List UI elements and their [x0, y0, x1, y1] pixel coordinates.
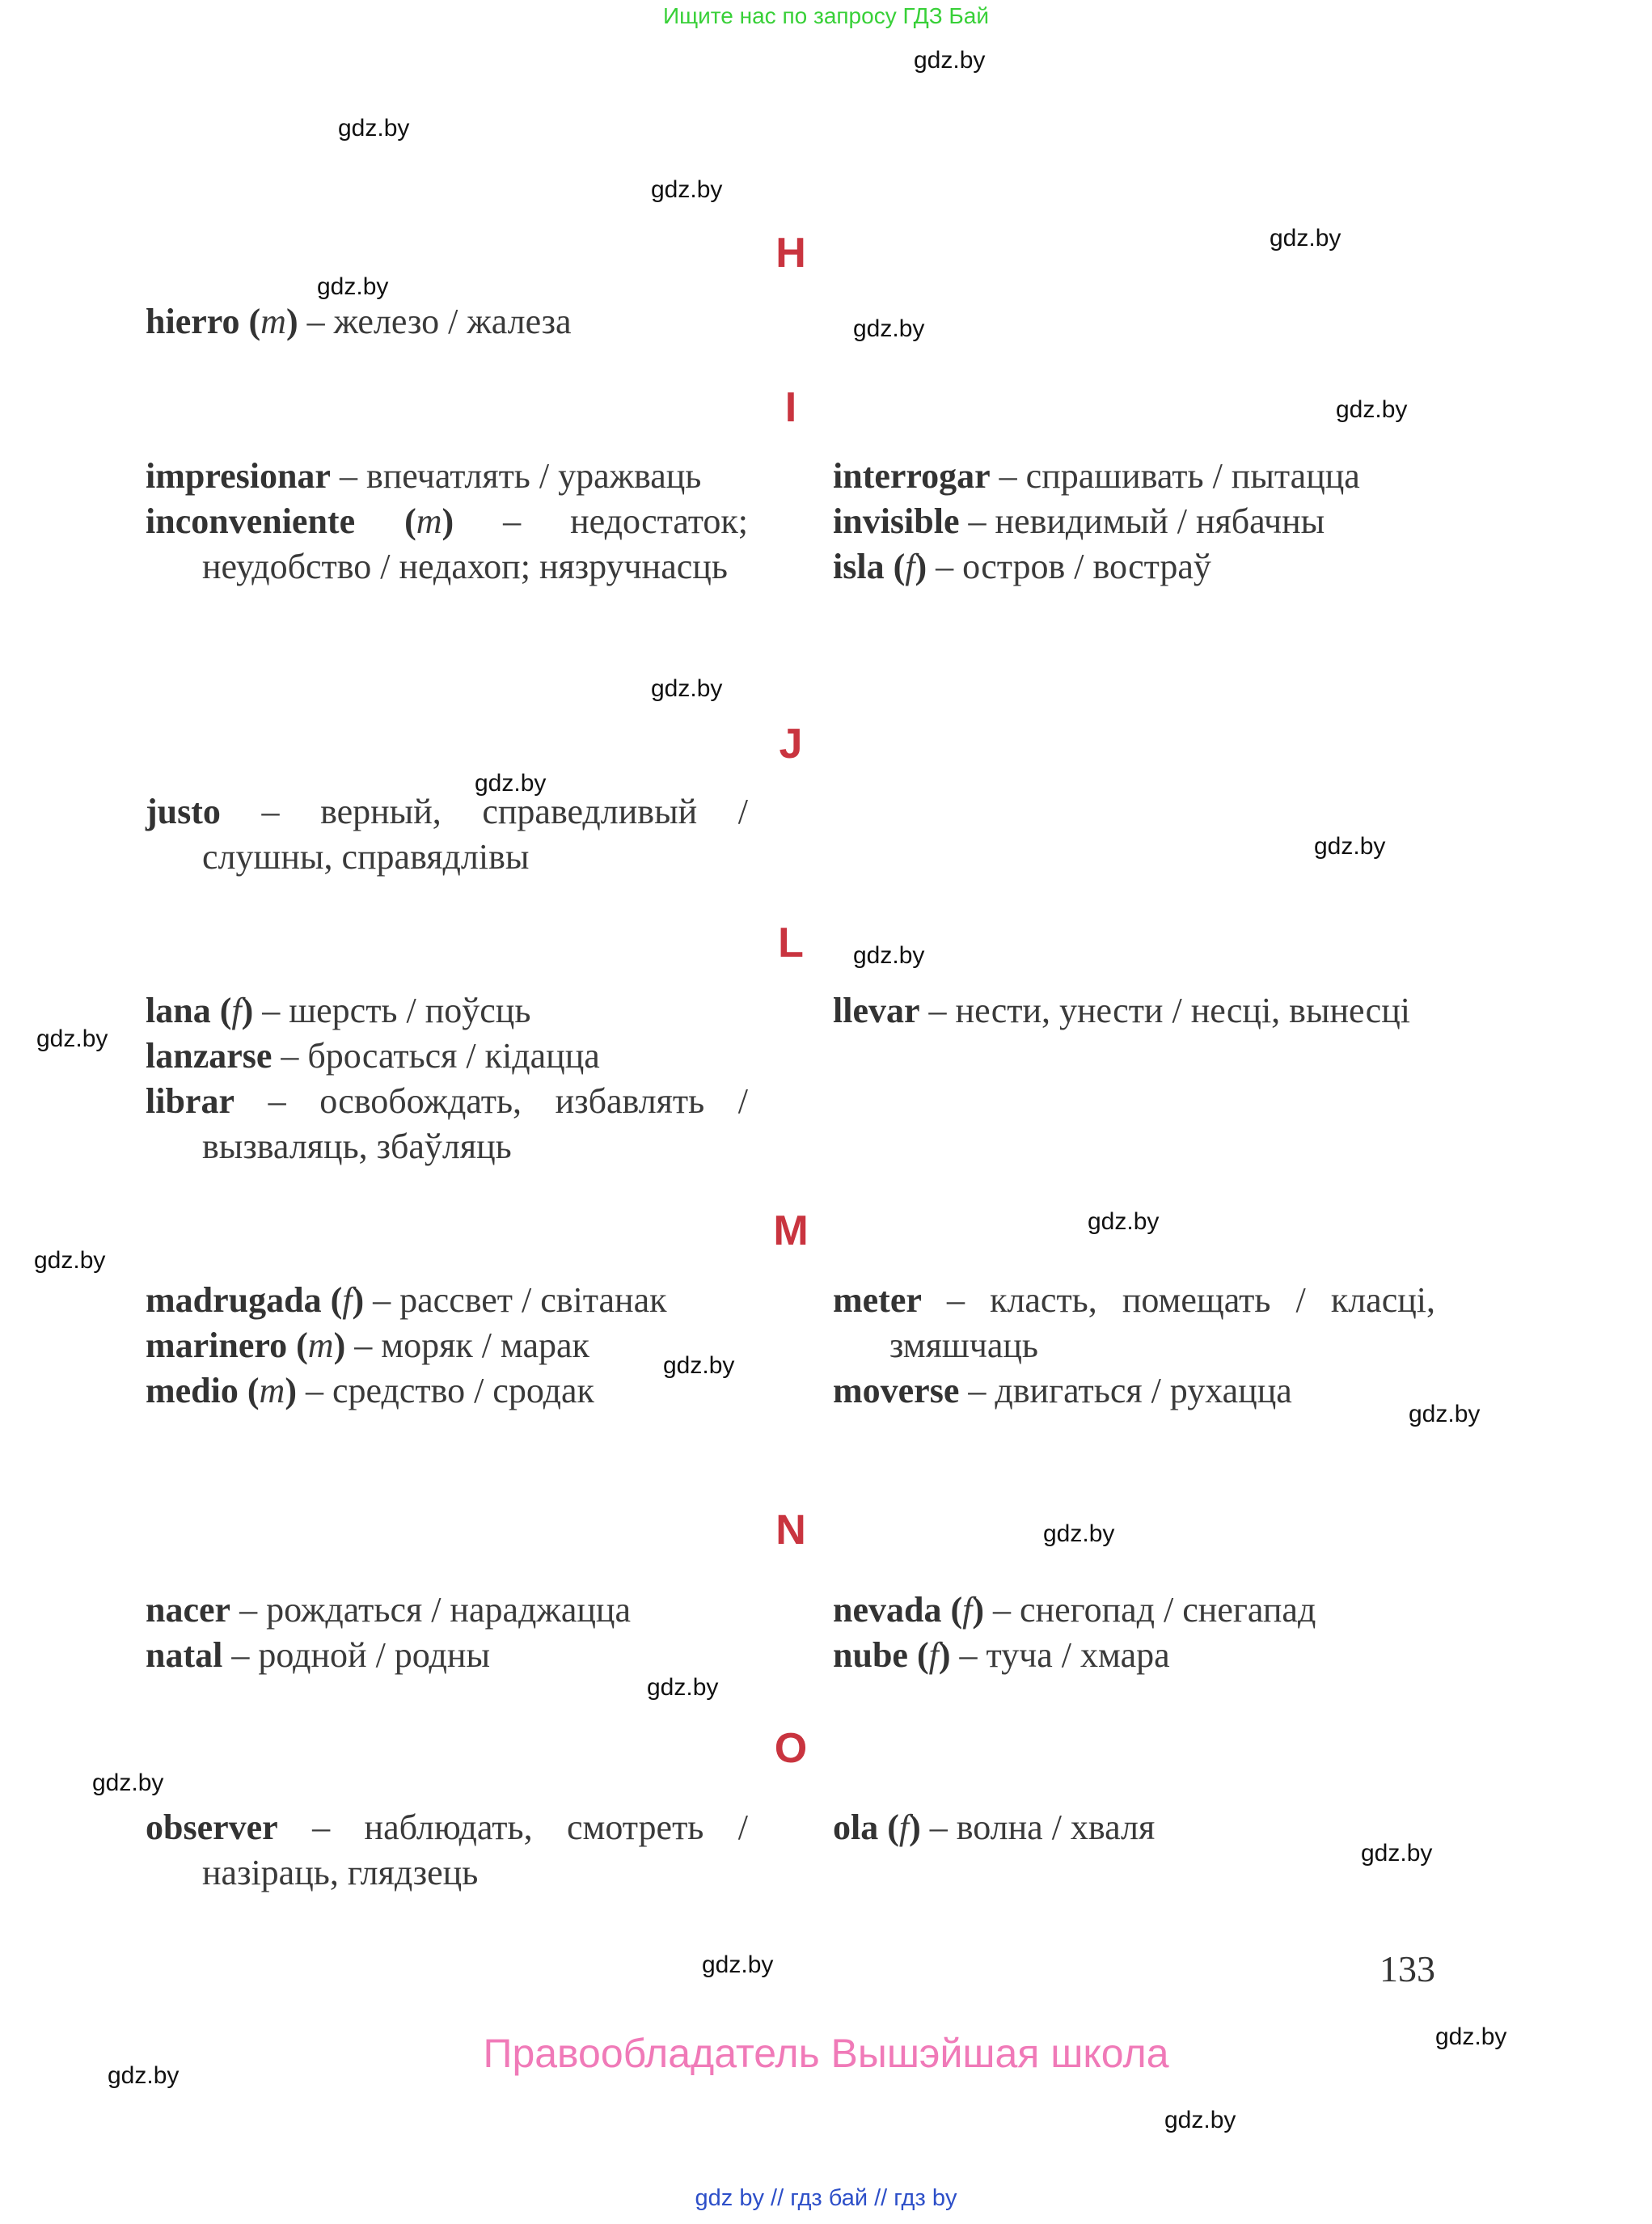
headword: justo [146, 792, 221, 831]
watermark: gdz.by [853, 942, 925, 969]
watermark: gdz.by [475, 770, 547, 797]
gender-marker: f [905, 547, 915, 586]
watermark: gdz.by [1361, 1840, 1433, 1867]
translation: остров / востраў [962, 547, 1211, 586]
watermark: gdz.by [647, 1674, 719, 1701]
dictionary-entry: ola (f) – волна / хваля [833, 1808, 1156, 1847]
watermark: gdz.by [914, 47, 986, 74]
section-n-left-column [146, 1588, 748, 1678]
watermark: gdz.by [651, 176, 723, 203]
dictionary-entry: justo – верный, справедливый / слушны, справядлівы [146, 792, 748, 877]
translation: двигаться / рухацца [995, 1371, 1292, 1410]
headword: lanzarse [146, 1036, 273, 1076]
headword: llevar [833, 991, 920, 1030]
watermark: gdz.by [1270, 225, 1341, 252]
section-letter-m: M [773, 1207, 809, 1254]
dictionary-entry: meter – класть, помещать / класці, змяшчаць [833, 1280, 1436, 1365]
dictionary-entry: impresionar – впечатлять / уражваць [146, 456, 702, 496]
headword: nacer [146, 1590, 231, 1630]
headword: impresionar [146, 456, 331, 496]
gender-marker: m [307, 1326, 334, 1365]
dictionary-entry: observer – наблюдать, смотреть / назіраць, глядзець [146, 1808, 749, 1892]
translation: волна / хваля [956, 1808, 1156, 1847]
section-letter-i: I [784, 384, 797, 431]
section-letter-h: H [775, 230, 806, 277]
section-letter-n: N [775, 1507, 806, 1554]
search-banner: Ищите нас по запросу ГДЗ Бай [662, 3, 990, 28]
translation: моряк / марак [381, 1326, 589, 1365]
dictionary-entry: medio (m) – средство / сродак [146, 1371, 594, 1410]
footer-links[interactable]: gdz by // гдз бай // гдз by [695, 2185, 957, 2211]
dictionary-entry: librar – освобождать, избавлять / вызваляць, збаўляць [146, 1081, 748, 1166]
headword: nube [833, 1635, 908, 1675]
gender-marker: f [898, 1808, 910, 1847]
section-letter-o: O [774, 1725, 808, 1772]
translation: бросаться / кідацца [307, 1036, 600, 1076]
gender-marker: f [928, 1635, 939, 1675]
headword: madrugada [146, 1280, 322, 1320]
section-l-left-column [146, 988, 748, 1169]
dictionary-entry: hierro (m) – железо / жалеза [146, 302, 572, 341]
dictionary-entry: llevar – нести, унести / несці, вынесці [833, 991, 1410, 1030]
watermark: gdz.by [1336, 396, 1408, 423]
section-o-left-column [146, 1805, 748, 1896]
watermark: gdz.by [1088, 1208, 1160, 1235]
dictionary-entry: lana (f) – шерсть / поўсць [146, 991, 531, 1030]
headword: isla [833, 547, 885, 586]
dictionary-entry: nevada (f) – снегопад / снегапад [833, 1590, 1316, 1630]
translation: верный, справедливый / слушны, справядлівы [202, 792, 748, 877]
translation: впечатлять / уражваць [365, 456, 702, 496]
section-m-right-column [833, 1278, 1435, 1414]
gender-marker: f [342, 1280, 353, 1320]
dictionary-entry: moverse – двигаться / рухацца [833, 1371, 1292, 1410]
section-o-right-column [833, 1805, 1435, 1850]
rights-holder-notice: Правообладатель Вышэйшая школа [483, 2031, 1169, 2076]
watermark: gdz.by [1164, 2107, 1236, 2133]
translation: туча / хмара [986, 1635, 1170, 1675]
section-letter-l: L [778, 920, 804, 966]
headword: moverse [833, 1371, 960, 1410]
dictionary-entry: nacer – рождаться / нараджацца [146, 1590, 631, 1630]
headword: medio [146, 1371, 239, 1410]
gender-marker: f [231, 991, 242, 1030]
dictionary-entry: marinero (m) – моряк / марак [146, 1326, 589, 1365]
translation: освобождать, избавлять / вызваляць, збаўляць [202, 1081, 748, 1166]
translation: спрашивать / пытацца [1025, 456, 1360, 496]
section-m-left-column [146, 1278, 748, 1414]
section-n-right-column [833, 1588, 1435, 1678]
headword: lana [146, 991, 211, 1030]
translation: класть, помещать / класці, змяшчаць [889, 1280, 1436, 1365]
translation: недостаток; неудобство / недахоп; нязручнасць [202, 501, 749, 586]
headword: librar [146, 1081, 234, 1121]
headword: ola [833, 1808, 879, 1847]
headword: meter [833, 1280, 922, 1320]
dictionary-entry: inconveniente (m) – недостаток; неудобство / недахоп; нязручнасць [146, 501, 749, 586]
translation: шерсть / поўсць [289, 991, 531, 1030]
section-letter-j: J [779, 721, 803, 767]
dictionary-entry: lanzarse – бросаться / кідацца [146, 1036, 600, 1076]
watermark: gdz.by [1435, 2023, 1507, 2050]
watermark: gdz.by [338, 115, 410, 142]
headword: inconveniente [146, 501, 356, 541]
section-i-right-column [833, 454, 1435, 590]
watermark: gdz.by [853, 315, 925, 342]
headword: interrogar [833, 456, 991, 496]
watermark: gdz.by [36, 1025, 108, 1052]
watermark: gdz.by [317, 273, 389, 300]
translation: средство / сродак [332, 1371, 594, 1410]
dictionary-entry: natal – родной / родны [146, 1635, 491, 1675]
translation: рождаться / нараджацца [266, 1590, 631, 1630]
watermark: gdz.by [651, 675, 723, 702]
section-i-left-column [146, 454, 748, 590]
section-l-right-column [833, 988, 1435, 1034]
headword: natal [146, 1635, 223, 1675]
gender-marker: m [260, 302, 286, 341]
section-j-left-column [146, 789, 748, 880]
translation: родной / родны [258, 1635, 491, 1675]
watermark: gdz.by [1043, 1520, 1115, 1547]
watermark: gdz.by [34, 1247, 106, 1274]
translation: наблюдать, смотреть / назіраць, глядзець [202, 1808, 749, 1892]
translation: железо / жалеза [333, 302, 572, 341]
page-number: 133 [1379, 1948, 1435, 1989]
watermark: gdz.by [663, 1352, 735, 1379]
section-h-left-column [146, 299, 748, 345]
watermark: gdz.by [108, 2062, 180, 2089]
dictionary-entry: invisible – невидимый / нябачны [833, 501, 1325, 541]
translation: рассвет / світанак [399, 1280, 667, 1320]
watermark: gdz.by [1409, 1401, 1481, 1427]
watermark: gdz.by [702, 1951, 774, 1978]
watermark: gdz.by [92, 1769, 164, 1796]
headword: marinero [146, 1326, 288, 1365]
gender-marker: m [416, 501, 442, 541]
headword: hierro [146, 302, 240, 341]
dictionary-entry: interrogar – спрашивать / пытацца [833, 456, 1360, 496]
gender-marker: m [259, 1371, 285, 1410]
headword: observer [146, 1808, 278, 1847]
dictionary-entry: nube (f) – туча / хмара [833, 1635, 1170, 1675]
headword: nevada [833, 1590, 942, 1630]
headword: invisible [833, 501, 960, 541]
dictionary-entry: madrugada (f) – рассвет / світанак [146, 1280, 667, 1320]
translation: нести, унести / несці, вынесці [955, 991, 1410, 1030]
dictionary-entry: isla (f) – остров / востраў [833, 547, 1211, 586]
translation: снегопад / снегапад [1020, 1590, 1316, 1630]
watermark: gdz.by [1314, 833, 1386, 860]
gender-marker: f [962, 1590, 973, 1630]
translation: невидимый / нябачны [995, 501, 1325, 541]
